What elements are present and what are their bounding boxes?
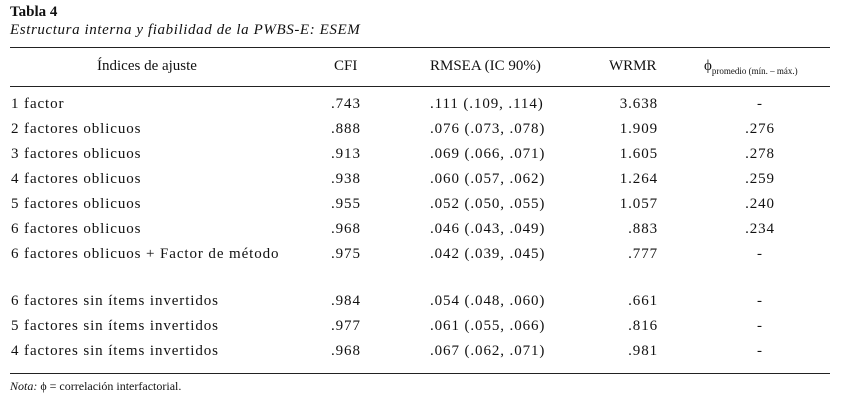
cfi-cell: .968 — [331, 221, 361, 237]
note-text: ϕ = correlación interfactorial. — [37, 379, 182, 393]
header-cfi: CFI — [334, 58, 358, 74]
note-label: Nota: — [10, 379, 38, 393]
wrmr-cell: .816 — [628, 318, 658, 334]
table-row — [0, 293, 843, 315]
row-label: 6 factores sin ítems invertidos — [11, 293, 219, 309]
wrmr-cell: 1.605 — [619, 146, 658, 162]
row-label: 5 factores oblicuos — [11, 196, 142, 212]
table-row — [0, 121, 843, 143]
rmsea-cell: .061 (.055, .066) — [430, 318, 546, 334]
bottom-rule — [10, 373, 830, 374]
row-label: 6 factores oblicuos + Factor de método — [11, 246, 280, 262]
header-rule — [10, 86, 830, 87]
phi-cell: .240 — [745, 196, 775, 212]
cfi-cell: .955 — [331, 196, 361, 212]
cfi-cell: .888 — [331, 121, 361, 137]
table-row — [0, 318, 843, 340]
table-note — [10, 379, 181, 394]
rmsea-cell: .067 (.062, .071) — [430, 343, 546, 359]
cfi-cell: .938 — [331, 171, 361, 187]
header-wrmr: WRMR — [609, 58, 657, 74]
table-row — [0, 246, 843, 268]
phi-cell: .234 — [745, 221, 775, 237]
rmsea-cell: .069 (.066, .071) — [430, 146, 546, 162]
wrmr-cell: 1.264 — [619, 171, 658, 187]
row-label: 6 factores oblicuos — [11, 221, 142, 237]
wrmr-cell: .981 — [628, 343, 658, 359]
cfi-cell: .968 — [331, 343, 361, 359]
wrmr-cell: 3.638 — [619, 96, 658, 112]
row-label: 3 factores oblicuos — [11, 146, 142, 162]
phi-cell: - — [757, 318, 763, 334]
wrmr-cell: .777 — [628, 246, 658, 262]
row-label: 2 factores oblicuos — [11, 121, 142, 137]
table-row — [0, 96, 843, 118]
phi-symbol: ϕ — [704, 58, 712, 74]
table-row — [0, 221, 843, 243]
phi-cell: .278 — [745, 146, 775, 162]
row-label: 4 factores oblicuos — [11, 171, 142, 187]
table-row — [0, 146, 843, 168]
rmsea-cell: .054 (.048, .060) — [430, 293, 546, 309]
rmsea-cell: .046 (.043, .049) — [430, 221, 546, 237]
table-row — [0, 343, 843, 365]
table-row — [0, 196, 843, 218]
table-title: Tabla 4 — [10, 4, 58, 20]
cfi-cell: .984 — [331, 293, 361, 309]
row-label: 1 factor — [11, 96, 65, 112]
top-rule — [10, 47, 830, 48]
rmsea-cell: .060 (.057, .062) — [430, 171, 546, 187]
rmsea-cell: .052 (.050, .055) — [430, 196, 546, 212]
rmsea-cell: .111 (.109, .114) — [430, 96, 544, 112]
cfi-cell: .977 — [331, 318, 361, 334]
phi-cell: - — [757, 96, 763, 112]
rmsea-cell: .042 (.039, .045) — [430, 246, 546, 262]
rmsea-cell: .076 (.073, .078) — [430, 121, 546, 137]
cfi-cell: .913 — [331, 146, 361, 162]
phi-cell: - — [757, 343, 763, 359]
wrmr-cell: 1.057 — [619, 196, 658, 212]
wrmr-cell: .661 — [628, 293, 658, 309]
cfi-cell: .743 — [331, 96, 361, 112]
cfi-cell: .975 — [331, 246, 361, 262]
phi-subscript: promedio (mín. – máx.) — [711, 66, 798, 76]
table-row — [0, 171, 843, 193]
wrmr-cell: 1.909 — [619, 121, 658, 137]
phi-cell: - — [757, 246, 763, 262]
row-label: 5 factores sin ítems invertidos — [11, 318, 219, 334]
wrmr-cell: .883 — [628, 221, 658, 237]
table-subtitle: Estructura interna y fiabilidad de la PWBS-E: ESEM — [10, 22, 361, 38]
header-phi — [704, 58, 798, 75]
header-rmsea: RMSEA (IC 90%) — [430, 58, 541, 74]
phi-cell: - — [757, 293, 763, 309]
phi-cell: .259 — [745, 171, 775, 187]
row-label: 4 factores sin ítems invertidos — [11, 343, 219, 359]
header-indices: Índices de ajuste — [97, 58, 197, 74]
phi-cell: .276 — [745, 121, 775, 137]
